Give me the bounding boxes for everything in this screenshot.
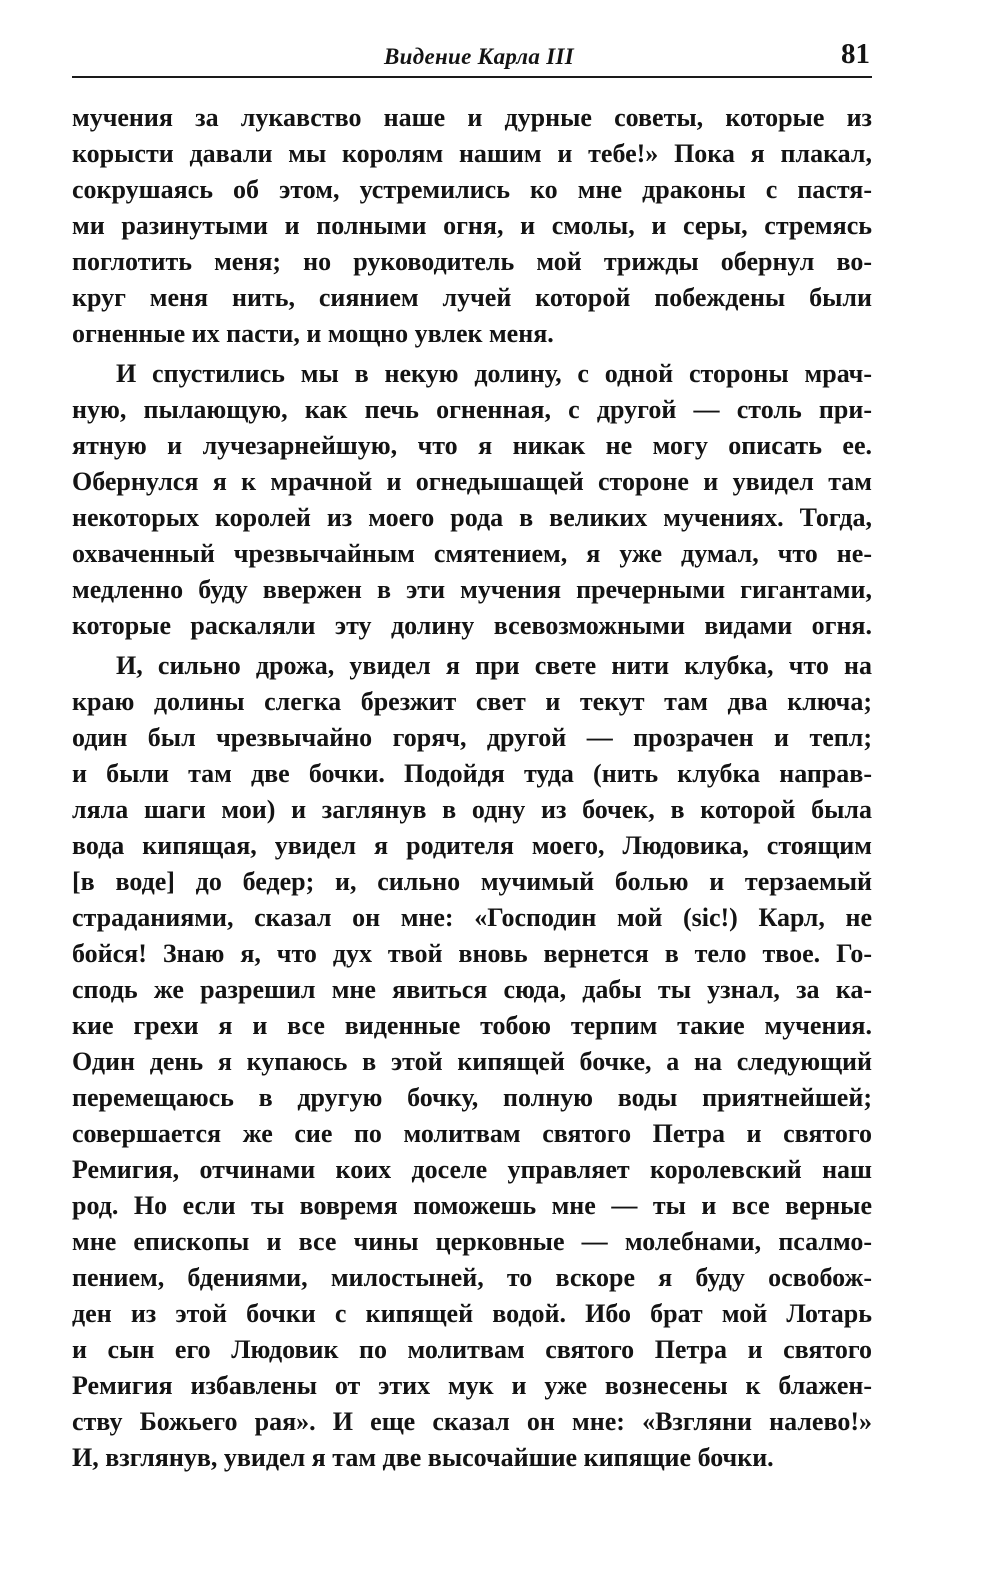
text-line: совершается же сие по молитвам святого Петра и святого	[72, 1119, 872, 1148]
text-line: И, взглянув, увидел я там две высочайшие кипящие бочки.	[72, 1443, 774, 1472]
text-line: огненные их пасти, и мощно увлек меня.	[72, 319, 554, 348]
text-line: мучения за лукавство наше и дурные советы, которые из	[72, 103, 872, 132]
paragraph-3	[72, 648, 872, 1476]
text-line: перемещаюсь в другую бочку, полную воды приятнейшей;	[72, 1083, 872, 1112]
text-line: ству Божьего рая». И еще сказал он мне: «Взгляни налево!»	[72, 1407, 872, 1436]
text-line: ную, пылающую, как печь огненная, с другой — столь при-	[72, 395, 872, 424]
text-line: вода кипящая, увидел я родителя моего, Людовика, стоящим	[72, 831, 872, 860]
text-line: Обернулся я к мрачной и огнедышащей стороне и увидел там	[72, 467, 872, 496]
text-line: которые раскаляли эту долину всевозможными видами огня.	[72, 611, 872, 640]
paragraph-2	[72, 356, 872, 644]
text-line: краю долины слегка брезжит свет и текут там два ключа;	[72, 687, 872, 716]
text-line: и сын его Людовик по молитвам святого Петра и святого	[72, 1335, 872, 1364]
text-line: пением, бдениями, милостыней, то вскоре я буду освобож-	[72, 1263, 872, 1292]
text-line: сокрушаясь об этом, устремились ко мне драконы с пастя-	[72, 175, 872, 204]
text-line: один был чрезвычайно горяч, другой — прозрачен и тепл;	[72, 723, 872, 752]
text-line: [в воде] до бедер; и, сильно мучимый болью и терзаемый	[72, 867, 872, 896]
text-line: корысти давали мы королям нашим и тебе!» Пока я плакал,	[72, 139, 872, 168]
text-line: ляла шаги мои) и заглянув в одну из бочек, в которой была	[72, 795, 872, 824]
text-line: сподь же разрешил мне явиться сюда, дабы ты узнал, за ка-	[72, 975, 872, 1004]
text-line: охваченный чрезвычайным смятением, я уже думал, что не-	[72, 539, 872, 568]
text-line: медленно буду ввержен в эти мучения пречерными гигантами,	[72, 575, 872, 604]
text-line: И спустились мы в некую долину, с одной стороны мрач-	[116, 359, 872, 388]
text-line: ми разинутыми и полными огня, и смолы, и серы, стремясь	[72, 211, 872, 240]
text-line: кие грехи я и все виденные тобою терпим такие мучения.	[72, 1011, 872, 1040]
book-page	[72, 30, 872, 1476]
text-line: круг меня нить, сиянием лучей которой побеждены были	[72, 283, 872, 312]
text-line: Ремигия избавлены от этих мук и уже вознесены к блажен-	[72, 1371, 872, 1400]
running-title: Видение Карла III	[384, 44, 574, 69]
text-line: и были там две бочки. Подойдя туда (нить клубка направ-	[72, 759, 872, 788]
running-header	[72, 30, 872, 78]
text-line: страданиями, сказал он мне: «Господин мой (sic!) Карл, не	[72, 903, 872, 932]
text-line: ден из этой бочки с кипящей водой. Ибо брат мой Лотарь	[72, 1299, 872, 1328]
text-line: Ремигия, отчинами коих доселе управляет королевский наш	[72, 1155, 872, 1184]
text-line: ятную и лучезарнейшую, что я никак не могу описать ее.	[72, 431, 872, 460]
paragraph-1	[72, 100, 872, 352]
page-number: 81	[841, 38, 870, 70]
body-text	[72, 100, 872, 1476]
text-line: некоторых королей из моего рода в великих мучениях. Тогда,	[72, 503, 872, 532]
text-line: Один день я купаюсь в этой кипящей бочке, а на следующий	[72, 1047, 872, 1076]
text-line: род. Но если ты вовремя поможешь мне — ты и все верные	[72, 1191, 872, 1220]
text-line: бойся! Знаю я, что дух твой вновь вернется в тело твое. Го-	[72, 939, 872, 968]
text-line: И, сильно дрожа, увидел я при свете нити клубка, что на	[116, 651, 872, 680]
text-line: поглотить меня; но руководитель мой трижды обернул во-	[72, 247, 872, 276]
text-line: мне епископы и все чины церковные — молебнами, псалмо-	[72, 1227, 872, 1256]
